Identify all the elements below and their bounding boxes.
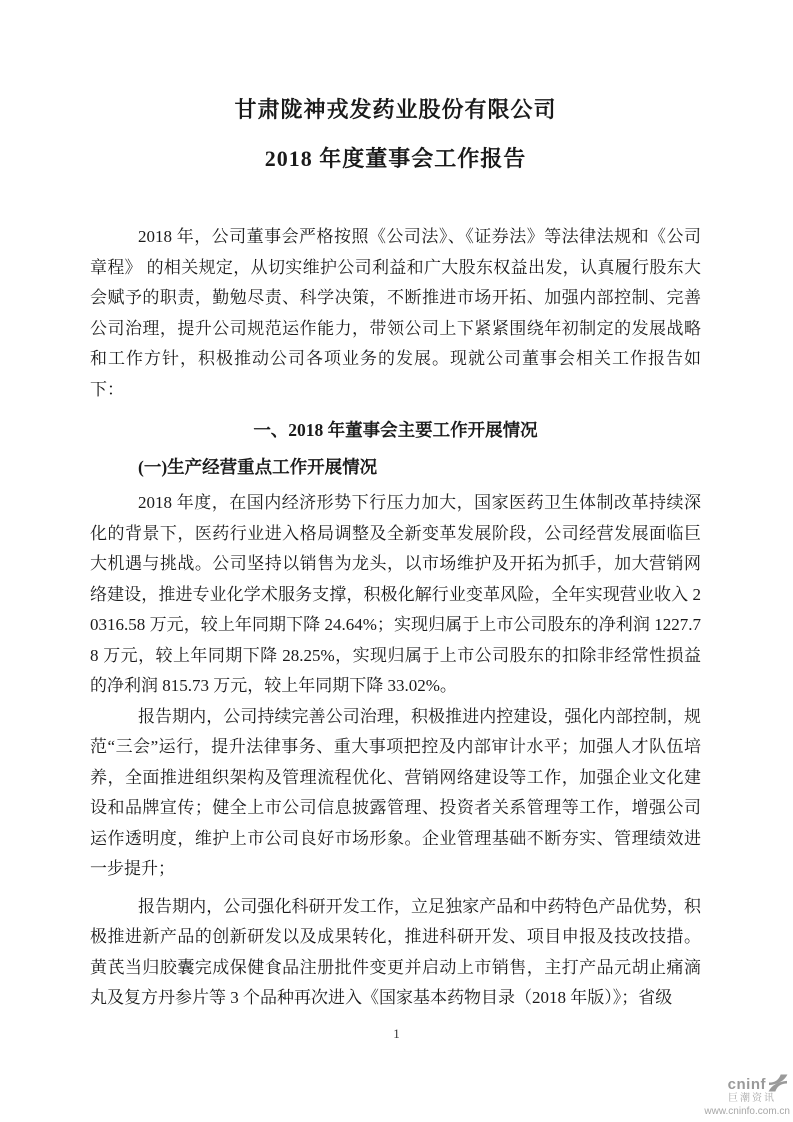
cninfo-url: www.cninfo.com.cn bbox=[704, 1106, 790, 1117]
document-title-report: 2018 年度董事会工作报告 bbox=[264, 146, 527, 171]
paragraph-operating-results: 2018 年度，在国内经济形势下行压力加大，国家医药卫生体制改革持续深化的背景下，医药行业进入格局调整及全新变革发展阶段，公司经营发展面临巨大机遇与挑战。公司坚持以销售为龙头，以市场维护及开拓为抓手，加大营销网络建设，推进专业化学术服务支撑，积极化解行业变革风险，全年实现营业收入 20316.58 万元，较上年同期下降 24.64%；实现归属于上市公司股东的净利润 1227.78 万元，较上年同期下降 28.25%，实现归属于上市公司股东的扣除非经常性损益的净利润 815.73 万元，较上年同期下降 33.02%。 bbox=[90, 493, 701, 695]
cninfo-brand-row bbox=[728, 1074, 788, 1092]
section-heading-board-work: 一、2018 年董事会主要工作开展情况 bbox=[253, 420, 538, 440]
cninfo-brand-text: cninf bbox=[727, 1076, 766, 1093]
paragraph-governance: 报告期内，公司持续完善公司治理，积极推进内控建设，强化内部控制，规范“三会”运行，提升法律事务、重大事项把控及内部审计水平；加强人才队伍培养，全面推进组织架构及管理流程优化、营销网络建设等工作，加强企业文化建设和品牌宣传；健全上市公司信息披露管理、投资者关系管理等工作，增强公司运作透明度，维护上市公司良好市场形象。企业管理基础不断夯实、管理绩效进一步提升； bbox=[90, 706, 701, 878]
document-content bbox=[90, 0, 701, 1014]
page-number: 1 bbox=[393, 1026, 400, 1041]
cninfo-watermark bbox=[704, 1074, 790, 1117]
cninfo-chinese-name: 巨潮资讯 bbox=[728, 1093, 776, 1104]
intro-paragraph: 2018 年，公司董事会严格按照《公司法》、《证券法》等法律法规和《公司章程》 的相关规定，从切实维护公司利益和广大股东权益出发，认真履行股东大会赋予的职责，勤勉尽责、科学决策，不断推进市场开拓、加强内部控制、完善公司治理，提升公司规范运作能力，带领公司上下紧紧围绕年初制定的发展战略和工作方针，积极推动公司各项业务的发展。现就公司董事会相关工作报告如下： bbox=[90, 227, 701, 399]
paragraph-research-development: 报告期内，公司强化科研开发工作，立足独家产品和中药特色产品优势，积极推进新产品的创新研发以及成果转化，推进科研开发、项目申报及技改技措。黄芪当归胶囊完成保健食品注册批件变更并启动上市销售，主打产品元胡止痛滴丸及复方丹参片等 3 个品种再次进入《国家基本药物目录（2018 年版）》；省级 bbox=[90, 896, 701, 1007]
subsection-heading-operations: (一)生产经营重点工作开展情况 bbox=[138, 457, 378, 477]
cninfo-logo-icon bbox=[768, 1074, 788, 1092]
document-title-company: 甘肃陇神戎发药业股份有限公司 bbox=[234, 97, 557, 122]
